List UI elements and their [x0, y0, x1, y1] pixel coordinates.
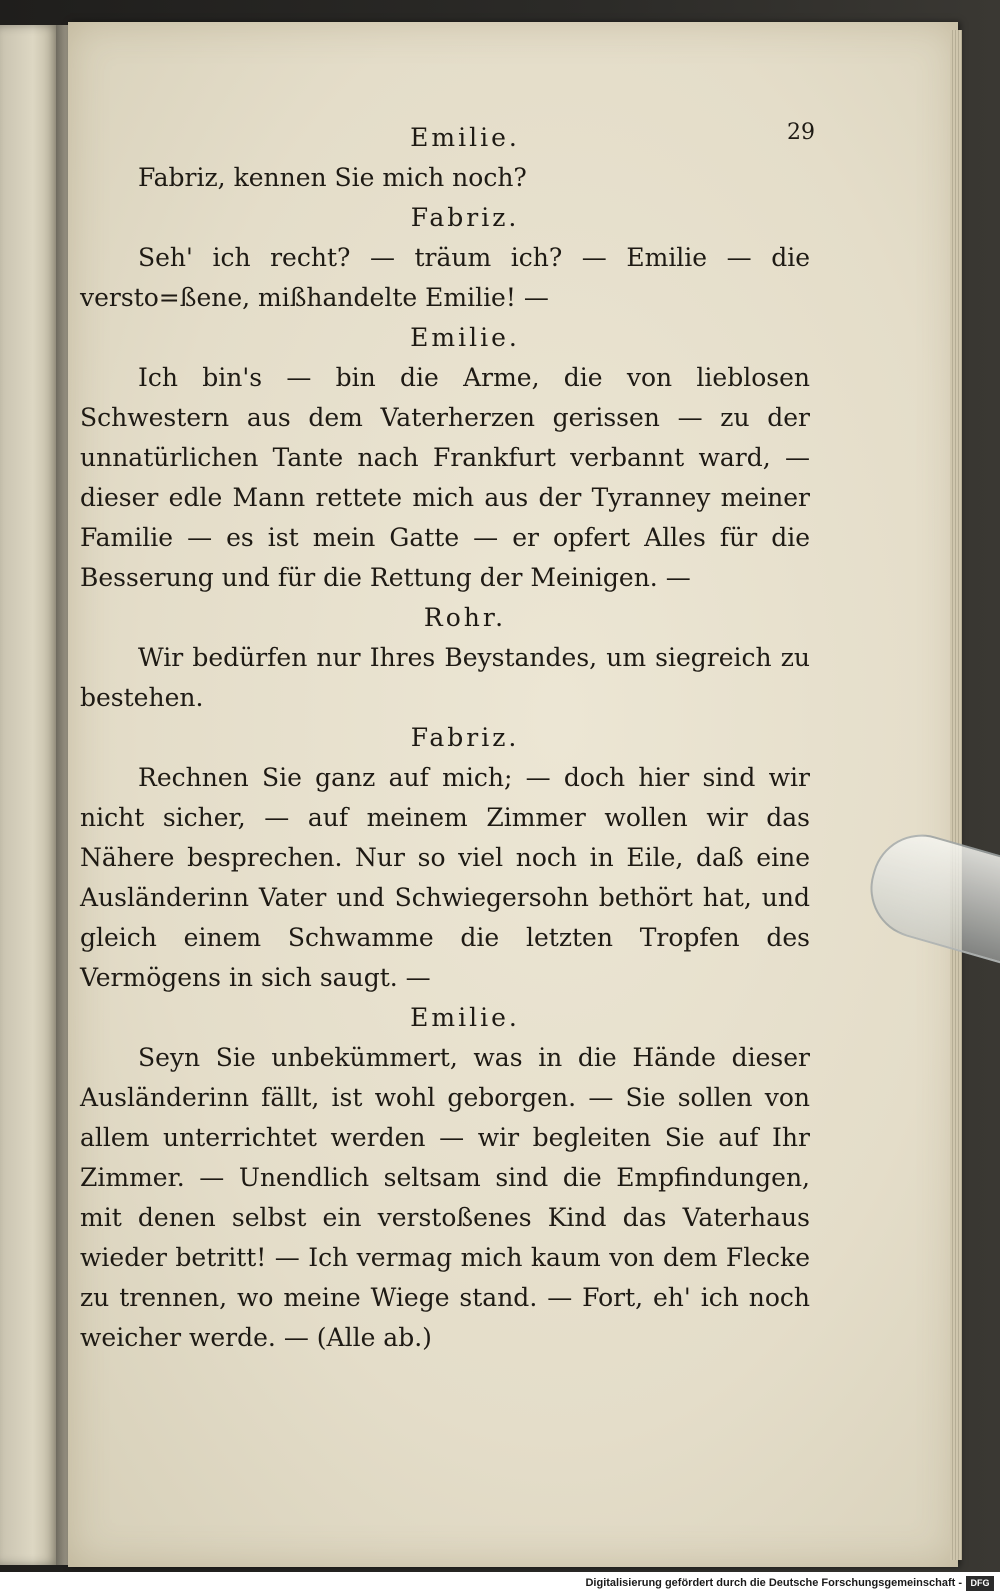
speech-paragraph: Wir bedürfen nur Ihres Beystandes, um siegreich zu bestehen.: [80, 643, 810, 712]
footer-credit: Digitalisierung gefördert durch die Deutsche Forschungsgemeinschaft -: [585, 1577, 962, 1589]
speaker-name: Fabriz.: [410, 723, 520, 752]
dfg-logo-icon: DFG: [966, 1576, 994, 1591]
page-text: [80, 118, 810, 1358]
footer-bar: [0, 1572, 1000, 1596]
speech-paragraph: Seyn Sie unbekümmert, was in die Hände dieser Ausländerinn fällt, ist wohl geborgen. — Sie sollen von allem unterrichtet werden — wir begleiten Sie auf Ihr Zimmer. — Unendlich seltsam sind die Empfindungen, mit denen selbst ein verstoßenes Kind das Vaterhaus wieder betritt! — Ich vermag mich kaum von dem Flecke zu trennen, wo meine Wiege stand. — Fort, eh' ich noch weicher werde. — (Alle ab.): [80, 1043, 810, 1352]
page-stack-edge: [950, 30, 962, 1560]
speech-paragraph: Rechnen Sie ganz auf mich; — doch hier sind wir nicht sicher, — auf meinem Zimmer wollen wir das Nähere besprechen. Nur so viel noch in Eile, daß eine Ausländerinn Vater und Schwiegersohn bethört hat, und gleich einem Schwamme die letzten Tropfen des Vermögens in sich saugt. —: [80, 763, 810, 992]
left-page-edge: [0, 25, 60, 1565]
speaker-name: Fabriz.: [410, 203, 520, 232]
speech-paragraph: Fabriz, kennen Sie mich noch?: [138, 163, 527, 192]
speech-paragraph: Seh' ich recht? — träum ich? — Emilie — die versto=ßene, mißhandelte Emilie! —: [80, 243, 810, 312]
speaker-name: Emilie.: [410, 123, 520, 152]
speaker-name: Emilie.: [410, 1003, 520, 1032]
speaker-name: Emilie.: [410, 323, 520, 352]
page-number: 29: [787, 120, 815, 145]
speaker-name: Rohr.: [423, 603, 507, 632]
speech-paragraph: Ich bin's — bin die Arme, die von lieblosen Schwestern aus dem Vaterherzen gerissen — zu der unnatürlichen Tante nach Frankfurt verbannt ward, — dieser edle Mann rettete mich aus der Tyranney meiner Familie — es ist mein Gatte — er opfert Alles für die Besserung und für die Rettung der Meinigen. —: [80, 363, 810, 592]
